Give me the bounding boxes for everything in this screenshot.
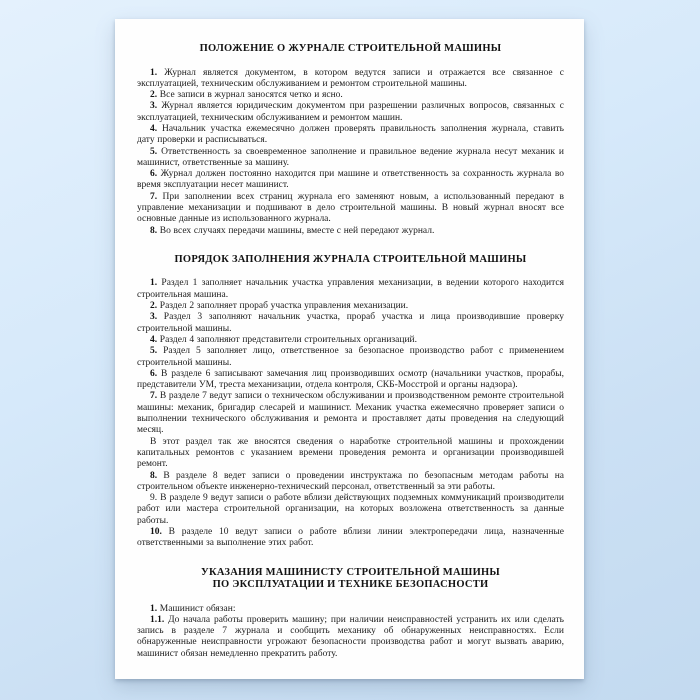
paragraph: 6. В разделе 6 записывают замечания лиц производивших осмотр (начальники участков, прорабы, представители УМ, треста механизации, отдела контроля, СКБ-Мосстрой и органы надзора). [137, 368, 564, 391]
paragraph-number: 6. [150, 368, 158, 379]
paragraph: 1. Журнал является документом, в котором ведутся записи и отражается все связанное с эксплуатацией, техническим обслуживанием и ремонтом строительной машины. [137, 67, 564, 89]
paragraph: 1.1. До начала работы проверить машину; при наличии неисправностей устранить их или сделать запись в разделе 7 журнала и сообщить механику об обнаруженных неисправностях. Если обнаруженные неисправности угрожают безопасности производства работ и могут вызвать аварию, машинист обязан немедленно прекратить работу. [137, 614, 564, 659]
paragraph-number: 7. [150, 391, 158, 402]
paragraph-number: 10. [150, 526, 162, 537]
paragraph-number: 5. [150, 146, 158, 157]
paragraph: 3. Журнал является юридическим документом при разрешении различных вопросов, связанных с эксплуатацией, техническим обслуживанием и ремонтом машин. [137, 101, 564, 123]
paragraph-number: 4. [150, 334, 158, 345]
paragraph-number: 6. [150, 169, 158, 180]
paragraph-number: 2. [150, 301, 158, 312]
paragraph: 8. Во всех случаях передачи машины, вместе с ней передают журнал. [150, 225, 435, 236]
paragraph-number: 8. [150, 470, 158, 481]
paragraph-number: 7. [150, 191, 158, 202]
paragraph-number: 2. [150, 90, 158, 101]
paragraph: 1. Машинист обязан: [150, 603, 236, 614]
section-heading: УКАЗАНИЯ МАШИНИСТУ СТРОИТЕЛЬНОЙ МАШИНЫ ПО ЭКСПЛУАТАЦИИ И ТЕХНИКЕ БЕЗОПАСНОСТИ [201, 566, 500, 591]
paragraph: 6. Журнал должен постоянно находится при машине и ответственность за сохранность журнала во время эксплуатации несет машинист. [137, 169, 564, 191]
document-section-3 [137, 567, 564, 660]
paragraph: 1. Раздел 1 заполняет начальник участка управления механизации, в ведении которого находится строительная машина. [137, 278, 564, 300]
paragraph-number: 1.1. [150, 614, 165, 625]
paragraph-number: 8. [150, 225, 158, 236]
paragraph-number: 1. [150, 278, 158, 289]
paragraph: 3. Раздел 3 заполняют начальник участка, прораб участка и лица производившие проверку строительной машины. [137, 312, 564, 334]
paragraph: 7. При заполнении всех страниц журнала его заменяют новым, а использованный передают в управление механизации и подшивают в дело строительной машины. В новый журнал вносят все основные данные из использованного журнала. [137, 191, 564, 225]
paragraph: 10. В разделе 10 ведут записи о работе вблизи линии электропередачи лица, назначенные ответственными за выполнение этих работ. [137, 526, 564, 549]
paragraph: 7. В разделе 7 ведут записи о техническом обслуживании и производственном ремонте строительной машины: механик, бригадир слесарей и машинист. Механик участка ежемесячно проверяет записи о выполнении технического обслуживания и ремонта и проставляет даты проведения на следующий месяц. [137, 391, 564, 436]
section-heading: ПОРЯДОК ЗАПОЛНЕНИЯ ЖУРНАЛА СТРОИТЕЛЬНОЙ МАШИНЫ [174, 253, 527, 265]
paragraph: 8. В разделе 8 ведет записи о проведении инструктажа по безопасным методам работы на строительном объекте инженерно-технический персонал, ответственный за эти работы. [137, 470, 564, 492]
paragraph-number: 5. [150, 346, 158, 357]
document-section-2 [137, 254, 564, 550]
paragraph-number: 1. [150, 67, 158, 78]
paragraph: 5. Раздел 5 заполняет лицо, ответственное за безопасное производство работ с применением строительной машины. [137, 346, 564, 368]
paragraph-number: 4. [150, 123, 158, 134]
paragraph-number: 9. [150, 493, 158, 504]
paragraph: В этот раздел так же вносятся сведения о наработке строительной машины и прохождении капитальных ремонтов с указанием времени проведения ремонта и организации производившей ремонт. [137, 436, 564, 470]
paragraph: 4. Раздел 4 заполняют представители строительных организаций. [150, 334, 417, 345]
paragraph: 9. В разделе 9 ведут записи о работе вблизи действующих подземных коммуникаций производители работ или мастера строительной организации, на которых возложена ответственность за данные работы. [137, 493, 564, 526]
document-page [115, 19, 584, 679]
paragraph-number: 1. [150, 603, 158, 614]
paragraph: 2. Раздел 2 заполняет прораб участка управления механизации. [150, 301, 409, 312]
document-section-1 [137, 43, 564, 237]
paragraph: 4. Начальник участка ежемесячно должен проверять правильность заполнения журнала, ставить дату проверки и расписываться. [137, 123, 564, 146]
paragraph: 5. Ответственность за своевременное заполнение и правильное ведение журнала несут механик и машинист, ответственные за машину. [137, 146, 564, 168]
paragraph-number: 3. [150, 101, 158, 112]
paragraph-number: 3. [150, 312, 158, 323]
paragraph: 2. Все записи в журнал заносятся четко и ясно. [150, 90, 343, 101]
section-heading: ПОЛОЖЕНИЕ О ЖУРНАЛЕ СТРОИТЕЛЬНОЙ МАШИНЫ [199, 43, 502, 54]
